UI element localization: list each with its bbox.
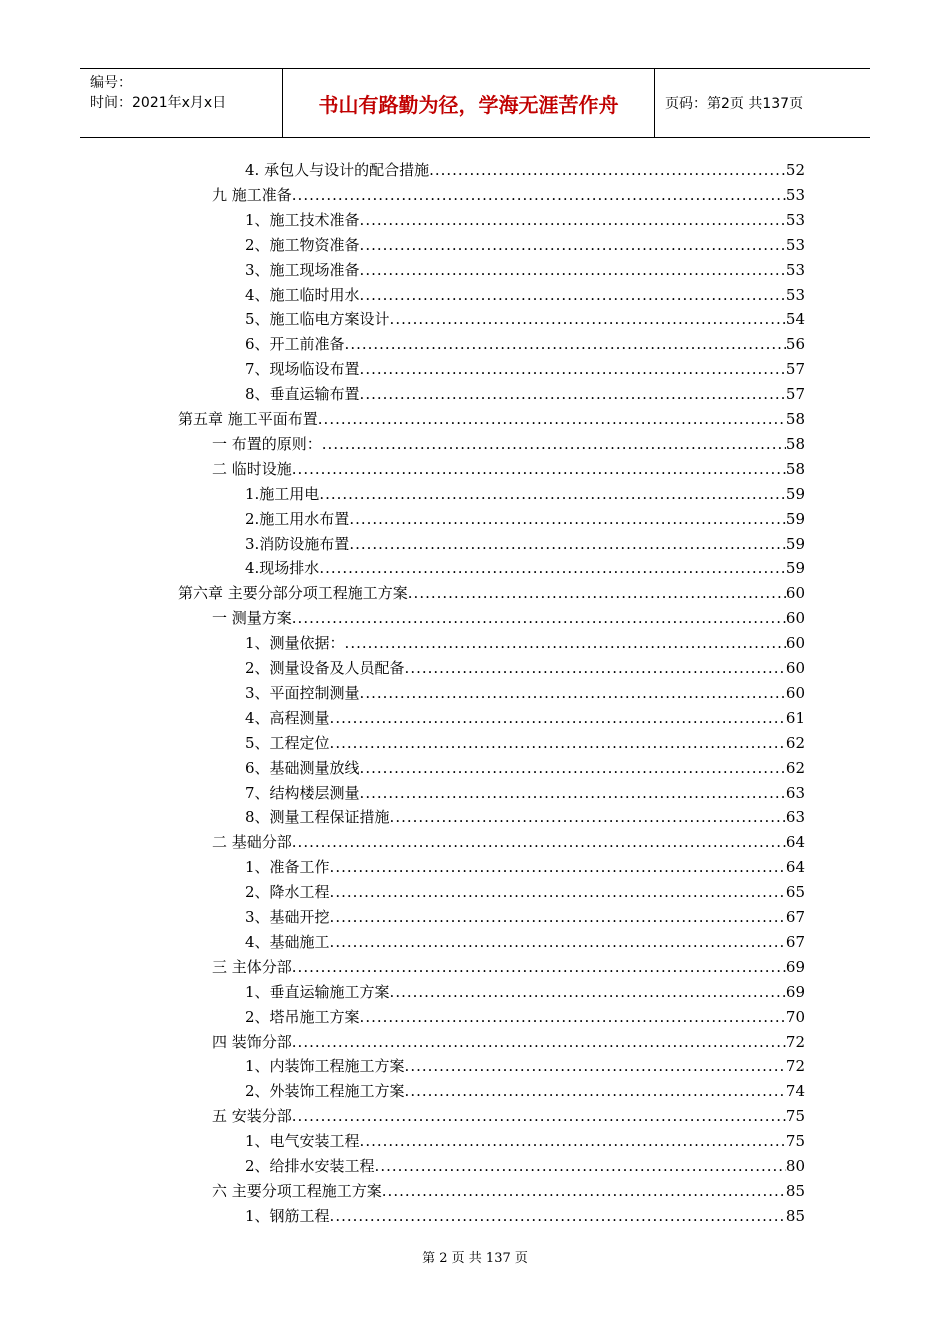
toc-entry-page: 60	[785, 659, 805, 677]
toc-entry-title: 4、施工临时用水	[245, 285, 360, 304]
toc-entry-title: 九 施工准备	[212, 185, 292, 204]
toc-leader-dots	[405, 656, 786, 681]
toc-entry-title: 4、基础施工	[245, 932, 330, 951]
toc-leader-dots	[405, 1054, 786, 1079]
toc-entry-page: 75	[785, 1107, 805, 1126]
toc-leader-dots	[360, 283, 786, 308]
toc-entry[interactable]	[245, 208, 805, 233]
toc-leader-dots	[360, 382, 786, 407]
toc-entry-page: 85	[785, 1181, 805, 1200]
toc-entry[interactable]	[245, 1054, 805, 1079]
toc-entry[interactable]	[212, 955, 805, 980]
toc-entry-page: 56	[785, 335, 805, 354]
toc-entry-page: 65	[785, 883, 805, 902]
toc-leader-dots	[330, 1204, 786, 1229]
toc-entry-page: 67	[785, 932, 805, 951]
toc-entry-page: 61	[785, 708, 805, 727]
toc-entry-title: 4. 承包人与设计的配合措施	[245, 161, 430, 179]
toc-leader-dots	[292, 457, 786, 482]
toc-entry[interactable]	[245, 880, 805, 905]
toc-entry-title: 二 临时设施	[212, 459, 292, 478]
toc-entry[interactable]	[245, 631, 805, 656]
toc-entry[interactable]	[245, 1129, 805, 1154]
toc-entry-page: 60	[785, 634, 805, 653]
toc-entry[interactable]	[178, 581, 805, 606]
toc-entry[interactable]	[212, 183, 805, 208]
toc-entry[interactable]	[245, 482, 805, 507]
header-motto: 书山有路勤为径，学海无涯苦作舟	[282, 69, 655, 137]
toc-leader-dots	[319, 556, 786, 581]
toc-entry-page: 62	[785, 733, 805, 752]
toc-entry[interactable]	[212, 606, 805, 631]
toc-entry-page: 74	[785, 1082, 805, 1101]
toc-entry-page: 59	[785, 559, 805, 578]
toc-leader-dots	[319, 482, 786, 507]
toc-entry-page: 62	[785, 758, 805, 777]
toc-entry[interactable]	[212, 1179, 805, 1204]
toc-entry[interactable]	[212, 1104, 805, 1129]
toc-entry-page: 53	[785, 210, 805, 229]
toc-leader-dots	[349, 532, 786, 557]
toc-leader-dots	[318, 407, 786, 432]
toc-leader-dots	[390, 805, 786, 830]
toc-entry-page: 63	[785, 808, 805, 827]
toc-entry-title: 7、现场临设布置	[245, 360, 360, 379]
toc-entry[interactable]	[245, 332, 805, 357]
toc-entry-title: 四 装饰分部	[212, 1032, 292, 1051]
toc-leader-dots	[330, 880, 786, 905]
toc-entry-title: 1、施工技术准备	[245, 210, 360, 229]
toc-entry-title: 6、开工前准备	[245, 335, 345, 354]
toc-entry[interactable]	[245, 307, 805, 332]
toc-leader-dots	[375, 1154, 786, 1179]
toc-entry-page: 54	[785, 310, 805, 329]
toc-entry-title: 1.施工用电	[245, 484, 320, 503]
toc-entry[interactable]	[245, 532, 805, 557]
toc-entry-title: 6、基础测量放线	[245, 758, 360, 777]
toc-entry-title: 2、测量设备及人员配备	[245, 659, 405, 677]
toc-entry-page: 53	[785, 185, 805, 204]
toc-entry[interactable]	[245, 855, 805, 880]
toc-entry[interactable]	[212, 432, 805, 457]
toc-entry-page: 53	[785, 235, 805, 254]
toc-entry-page: 80	[785, 1157, 805, 1175]
toc-entry-title: 第五章 施工平面布置	[178, 410, 318, 428]
toc-entry-title: 3、施工现场准备	[245, 260, 360, 279]
toc-entry-title: 2、塔吊施工方案	[245, 1007, 360, 1026]
toc-leader-dots	[292, 1104, 786, 1129]
toc-entry-title: 一 测量方案	[212, 609, 292, 628]
toc-entry[interactable]	[245, 905, 805, 930]
toc-entry-page: 67	[785, 908, 805, 926]
toc-entry[interactable]	[212, 457, 805, 482]
toc-entry-page: 57	[785, 360, 805, 379]
toc-leader-dots	[429, 158, 786, 183]
toc-entry-page: 52	[785, 161, 805, 179]
toc-leader-dots	[292, 183, 786, 208]
toc-entry-page: 57	[785, 385, 805, 404]
toc-entry-page: 58	[785, 410, 805, 428]
toc-entry[interactable]	[245, 731, 805, 756]
toc-entry[interactable]	[245, 357, 805, 382]
toc-entry[interactable]	[245, 681, 805, 706]
toc-entry[interactable]	[245, 980, 805, 1005]
header-meta	[80, 69, 282, 137]
toc-entry-title: 8、测量工程保证措施	[245, 808, 390, 827]
toc-entry-title: 三 主体分部	[212, 957, 292, 976]
toc-entry-title: 2、降水工程	[245, 883, 330, 902]
toc-leader-dots	[292, 830, 786, 855]
toc-entry-title: 1、准备工作	[245, 858, 330, 877]
toc-entry-title: 4、高程测量	[245, 708, 330, 727]
toc-leader-dots	[390, 980, 786, 1005]
toc-entry-title: 5、施工临电方案设计	[245, 310, 390, 329]
toc-entry[interactable]	[245, 1204, 805, 1229]
toc-entry-title: 第六章 主要分部分项工程施工方案	[178, 584, 408, 603]
toc-leader-dots	[360, 781, 786, 806]
toc-entry-title: 7、结构楼层测量	[245, 783, 360, 802]
toc-entry-title: 3、平面控制测量	[245, 683, 360, 702]
toc-entry-page: 58	[785, 459, 805, 478]
toc-leader-dots	[382, 1179, 786, 1204]
toc-entry[interactable]	[245, 283, 805, 308]
toc-entry[interactable]	[245, 382, 805, 407]
toc-entry-page: 69	[785, 982, 805, 1001]
toc-entry[interactable]	[245, 706, 805, 731]
toc-entry-title: 3.消防设施布置	[245, 534, 350, 553]
document-date: 时间：2021年x月x日	[90, 95, 227, 111]
toc-leader-dots	[330, 731, 786, 756]
toc-entry-title: 8、垂直运输布置	[245, 385, 360, 404]
toc-entry-page: 59	[785, 509, 805, 528]
toc-entry[interactable]	[212, 1030, 805, 1055]
toc-leader-dots	[345, 631, 786, 656]
toc-entry-page: 75	[785, 1132, 805, 1151]
toc-entry-page: 85	[785, 1206, 805, 1225]
toc-entry-title: 5、工程定位	[245, 733, 330, 752]
page-header	[80, 68, 870, 138]
toc-entry-title: 2、外装饰工程施工方案	[245, 1082, 405, 1101]
toc-leader-dots	[349, 507, 786, 532]
toc-entry[interactable]	[245, 1079, 805, 1104]
toc-entry-page: 69	[785, 957, 805, 976]
toc-entry[interactable]	[245, 556, 805, 581]
toc-entry-title: 一 布置的原则：	[212, 434, 322, 453]
toc-entry-page: 53	[785, 285, 805, 304]
toc-leader-dots	[345, 332, 786, 357]
toc-leader-dots	[408, 581, 786, 606]
toc-entry-page: 72	[785, 1057, 805, 1076]
toc-leader-dots	[360, 681, 786, 706]
toc-entry-title: 1、内装饰工程施工方案	[245, 1057, 405, 1076]
toc-entry[interactable]	[212, 830, 805, 855]
toc-entry[interactable]	[245, 805, 805, 830]
toc-entry[interactable]	[245, 930, 805, 955]
toc-entry[interactable]	[245, 781, 805, 806]
toc-entry-title: 2、施工物资准备	[245, 235, 360, 254]
toc-entry[interactable]	[245, 1005, 805, 1030]
toc-entry-title: 4.现场排水	[245, 559, 320, 578]
toc-entry-page: 60	[785, 609, 805, 628]
toc-leader-dots	[360, 1129, 786, 1154]
toc-entry-title: 1、钢筋工程	[245, 1206, 330, 1225]
toc-leader-dots	[360, 357, 786, 382]
toc-leader-dots	[322, 432, 786, 457]
toc-entry[interactable]	[245, 507, 805, 532]
document-number: 编号：	[90, 75, 132, 91]
toc-entry-title: 1、垂直运输施工方案	[245, 982, 390, 1001]
toc-entry-page: 58	[785, 434, 805, 453]
toc-leader-dots	[292, 606, 786, 631]
toc-entry-title: 六 主要分项工程施工方案	[212, 1181, 382, 1200]
toc-entry-title: 二 基础分部	[212, 833, 292, 852]
toc-entry-page: 60	[785, 683, 805, 702]
toc-entry-title: 1、电气安装工程	[245, 1132, 360, 1151]
header-page-number: 页码：第2页 共137页	[665, 96, 804, 112]
toc-leader-dots	[292, 1030, 786, 1055]
toc-leader-dots	[292, 955, 786, 980]
page-footer: 第 2 页 共 137 页	[422, 1251, 528, 1266]
toc-entry[interactable]	[245, 158, 805, 183]
toc-entry-page: 60	[785, 584, 805, 603]
toc-entry[interactable]	[245, 656, 805, 681]
toc-leader-dots	[360, 756, 786, 781]
toc-entry-title: 2、给排水安装工程	[245, 1157, 375, 1175]
toc-entry-page: 53	[785, 260, 805, 279]
toc-leader-dots	[390, 307, 786, 332]
toc-entry-page: 72	[785, 1032, 805, 1051]
toc-entry-title: 2.施工用水布置	[245, 509, 350, 528]
toc-leader-dots	[330, 905, 786, 930]
toc-leader-dots	[330, 706, 786, 731]
toc-entry[interactable]	[245, 1154, 805, 1179]
toc-entry[interactable]	[178, 407, 805, 432]
toc-entry-title: 3、基础开挖	[245, 908, 330, 926]
toc-leader-dots	[330, 855, 786, 880]
toc-leader-dots	[330, 930, 786, 955]
toc-leader-dots	[360, 1005, 786, 1030]
toc-entry[interactable]	[245, 756, 805, 781]
toc-entry-title: 五 安装分部	[212, 1107, 292, 1126]
toc-entry-page: 70	[785, 1007, 805, 1026]
toc-entry-page: 63	[785, 783, 805, 802]
toc-leader-dots	[360, 258, 786, 283]
toc-entry-page: 64	[785, 858, 805, 877]
toc-entry[interactable]	[245, 258, 805, 283]
toc-entry-title: 1、测量依据：	[245, 634, 345, 653]
toc-entry-page: 59	[785, 534, 805, 553]
toc-entry-page: 64	[785, 833, 805, 852]
toc-leader-dots	[405, 1079, 786, 1104]
toc-leader-dots	[360, 233, 786, 258]
toc-entry-page: 59	[785, 484, 805, 503]
toc-entry[interactable]	[245, 233, 805, 258]
toc-leader-dots	[360, 208, 786, 233]
